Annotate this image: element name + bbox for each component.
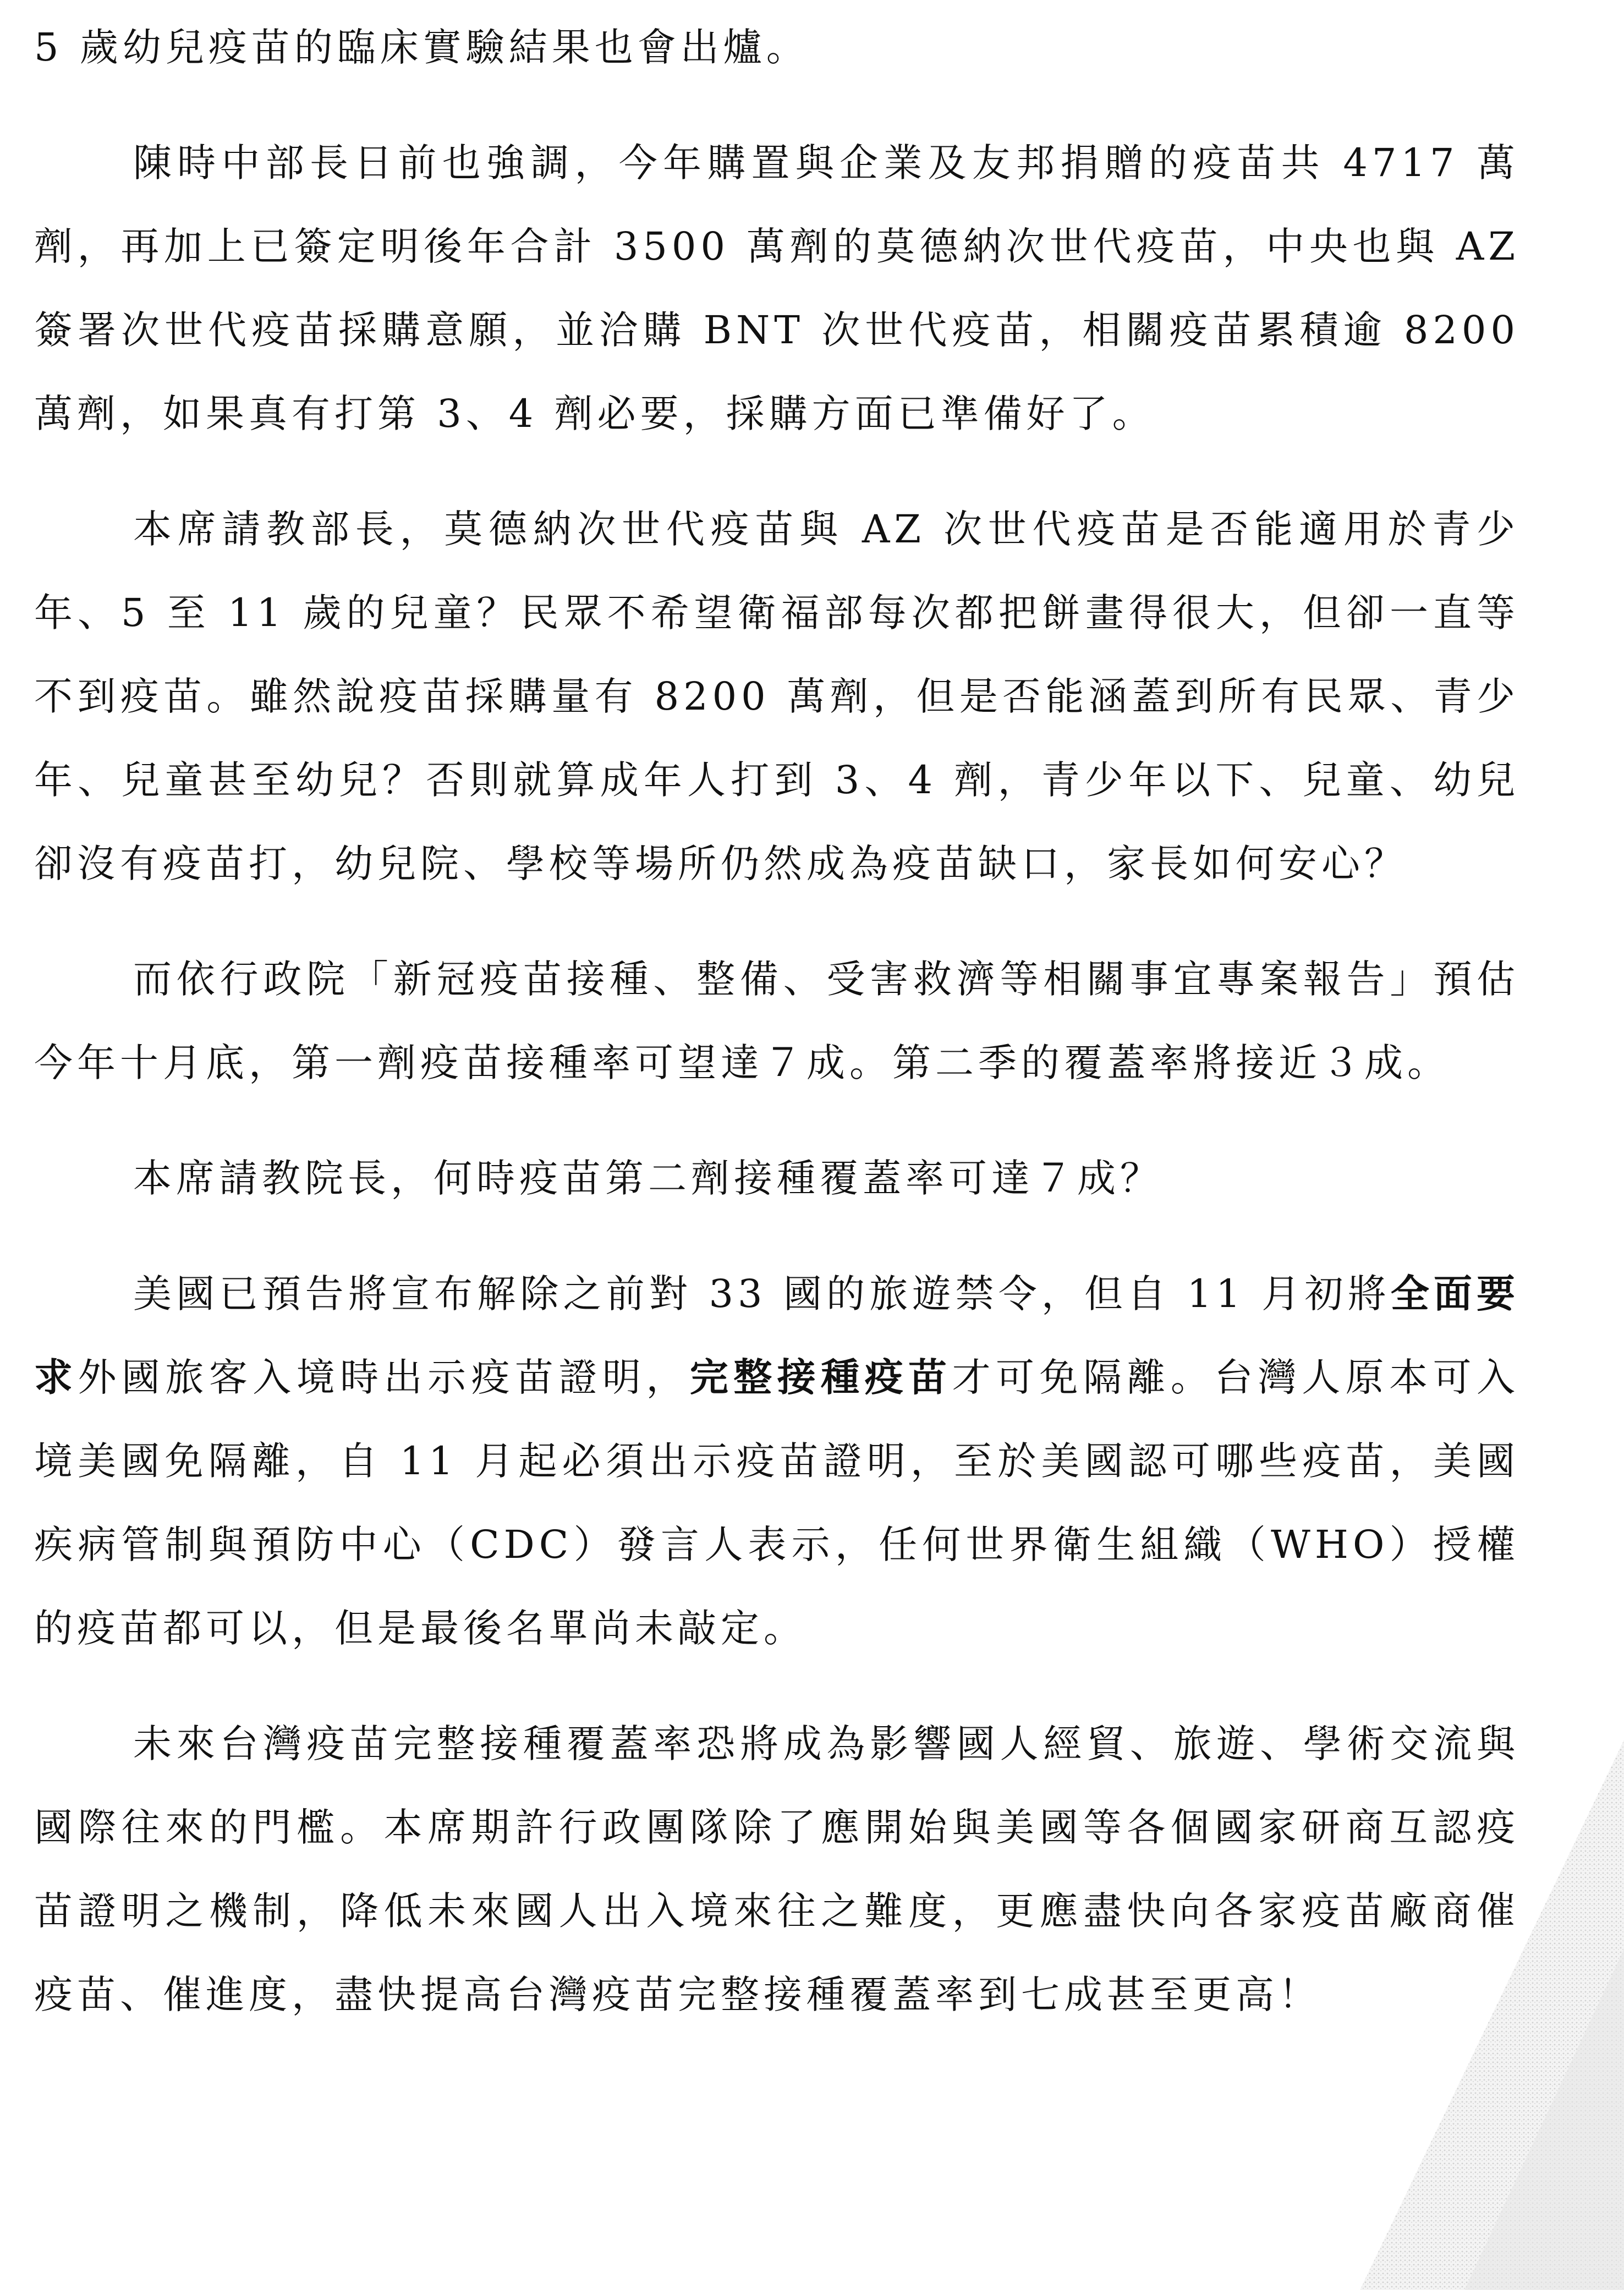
paragraph-minister-statement: 陳時中部長日前也強調，今年購置與企業及友邦捐贈的疫苗共 4717 萬劑，再加上已簽定明後年合計 3500 萬劑的莫德納次世代疫苗，中央也與 AZ 簽署次世代疫苗採購意願，並洽購 BNT 次世代疫苗，相關疫苗累積逾 8200 萬劑，如果真有打第 3、4 劑必要，採購方面已準備好了。	[34, 140, 1519, 436]
document-body	[34, 0, 1519, 2036]
us-policy-text-1: 美國已預告將宣布解除之前對 33 國的旅遊禁令，但自 11 月初將	[133, 1271, 1391, 1316]
paragraph-question-minister: 本席請教部長，莫德納次世代疫苗與 AZ 次世代疫苗是否能適用於青少年、5 至 11 歲的兒童？民眾不希望衛福部每次都把餅畫得很大，但卻一直等不到疫苗。雖然說疫苗採購量有 8200 萬劑，但是否能涵蓋到所有民眾、青少年、兒童甚至幼兒？否則就算成年人打到 3、4 劑，青少年以下、兒童、幼兒卻沒有疫苗打，幼兒院、學校等場所仍然成為疫苗缺口，家長如何安心？	[34, 507, 1519, 886]
paragraph-question-premier: 本席請教院長，何時疫苗第二劑接種覆蓋率可達７成？	[133, 1156, 1163, 1201]
paragraph-executive-yuan-report: 而依行政院「新冠疫苗接種、整備、受害救濟等相關事宜專案報告」預估今年十月底，第一劑疫苗接種率可望達７成。第二季的覆蓋率將接近３成。	[34, 957, 1519, 1085]
us-policy-text-2: 外國旅客入境時出示疫苗證明，	[78, 1355, 690, 1400]
paragraph-conclusion: 未來台灣疫苗完整接種覆蓋率恐將成為影響國人經貿、旅遊、學術交流與國際往來的門檻。本席期許行政團隊除了應開始與美國等各個國家研商互認疫苗證明之機制，降低未來國人出入境來往之難度，更應盡快向各家疫苗廠商催疫苗、催進度，盡快提高台灣疫苗完整接種覆蓋率到七成甚至更高！	[34, 1721, 1519, 2017]
us-policy-bold-2: 完整接種疫苗	[689, 1354, 952, 1400]
paragraph-us-travel-policy	[34, 1252, 1519, 1670]
paragraph-continuation: 5 歲幼兒疫苗的臨床實驗結果也會出爐。	[34, 25, 809, 70]
scan-corner-mark	[1338, 1740, 1624, 2290]
us-policy-text-3: 才可免隔離。台灣人原本可入境美國免隔離，自 11 月起必須出示疫苗證明，至於美國認可哪些疫苗，美國疾病管制與預防中心（CDC）發言人表示，任何世界衛生組織（WHO）授權的疫苗都可以，但是最後名單尚未敲定。	[34, 1355, 1520, 1651]
us-policy-bold-1: 全面要求	[34, 1271, 1519, 1400]
